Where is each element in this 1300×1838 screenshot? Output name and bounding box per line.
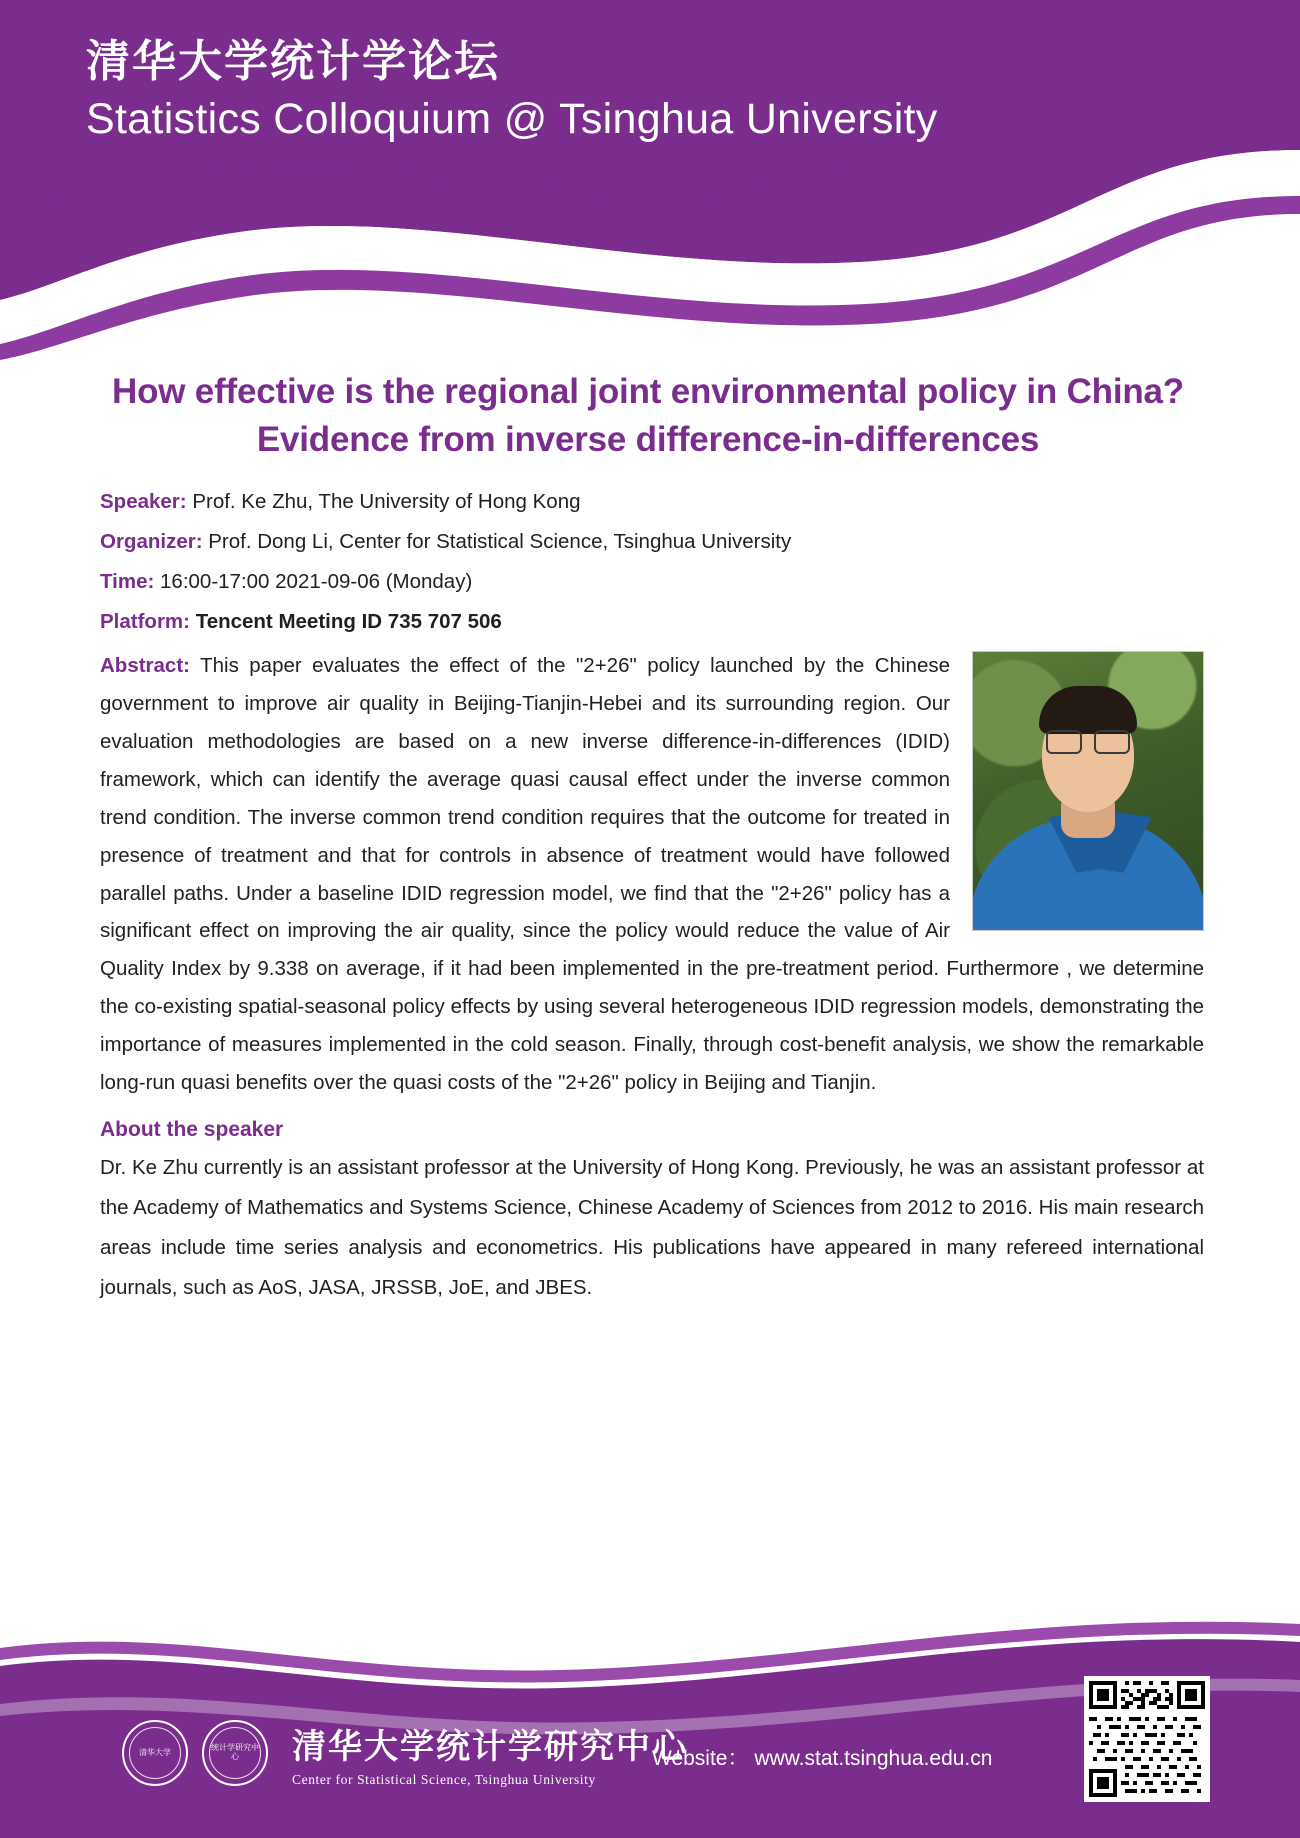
speaker-label: Speaker: xyxy=(100,489,187,513)
header-title-english: Statistics Colloquium @ Tsinghua University xyxy=(86,95,938,143)
organizer-line xyxy=(100,527,1204,556)
seal-two-text: 统计学研究中心 xyxy=(209,1727,261,1779)
about-speaker-heading: About the speaker xyxy=(100,1118,284,1142)
tsinghua-seal-icon xyxy=(122,1720,188,1786)
abstract-section xyxy=(100,647,1204,1102)
speaker-photo xyxy=(972,651,1204,931)
time-value: 16:00-17:00 2021-09-06 (Monday) xyxy=(160,569,473,593)
abstract-text: This paper evaluates the effect of the "2+26" policy launched by the Chinese government to improve air quality in Beijing-Tianjin-Hebei and its surrounding region. Our evaluation methodologies are based on a new inverse difference-in-differences (IDID) framework, which can identify the average quasi causal effect under the inverse common trend condition. The inverse common trend condition requires that the outcome for treated in presence of treatment and that for controls in absence of treatment would have followed parallel paths. Under a baseline IDID regression model, we find that the "2+26" policy has a significant effect on improving the air quality, since the policy would reduce the value of Air Quality Index by 9.338 on average, if it had been implemented in the pre-treatment period. Furthermore , we determine the co-existing spatial-seasonal policy effects by using several heterogeneous IDID regression models, demonstrating the importance of measures implemented in the cold season. Finally, through cost-benefit analysis, we show the remarkable long-run quasi benefits over the quasi costs of the "2+26" policy in Beijing and Tianjin. xyxy=(100,654,1204,1095)
poster-content xyxy=(0,368,1300,1308)
glasses-icon xyxy=(1045,730,1131,752)
organizer-label: Organizer: xyxy=(100,529,203,553)
platform-line xyxy=(100,607,1204,636)
footer-center-name-chinese: 清华大学统计学研究中心 xyxy=(292,1727,688,1767)
time-line xyxy=(100,567,1204,596)
speaker-value: Prof. Ke Zhu, The University of Hong Kong xyxy=(192,489,581,513)
qr-code-icon[interactable] xyxy=(1084,1676,1210,1802)
center-seal-icon xyxy=(202,1720,268,1786)
platform-label: Platform: xyxy=(100,609,190,633)
footer-center-name-english: Center for Statistical Science, Tsinghua University xyxy=(292,1772,596,1787)
website-text: Website： www.stat.tsinghua.edu.cn xyxy=(652,1747,993,1770)
platform-value: Tencent Meeting ID 735 707 506 xyxy=(195,609,502,633)
speaker-bio: Dr. Ke Zhu currently is an assistant professor at the University of Hong Kong. Previously, he was an assistant professor at the Academy of Mathematics and Systems Science, Chinese Academy of Sciences from 2012 to 2016. His main research areas include time series analysis and econometrics. His publications have appeared in many refereed international journals, such as AoS, JASA, JRSSB, JoE, and JBES. xyxy=(100,1156,1204,1299)
seal-one-text: 清华大学 xyxy=(129,1727,181,1779)
organizer-value: Prof. Dong Li, Center for Statistical Science, Tsinghua University xyxy=(208,529,792,553)
abstract-label: Abstract: xyxy=(100,654,190,678)
page-title: How effective is the regional joint environmental policy in China? Evidence from inverse difference-in-differences xyxy=(112,372,1184,460)
header-text-block xyxy=(86,34,938,145)
speaker-line xyxy=(100,487,1204,516)
footer xyxy=(0,1608,1300,1838)
time-label: Time: xyxy=(100,569,155,593)
header-title-chinese: 清华大学统计学论坛 xyxy=(86,36,500,87)
